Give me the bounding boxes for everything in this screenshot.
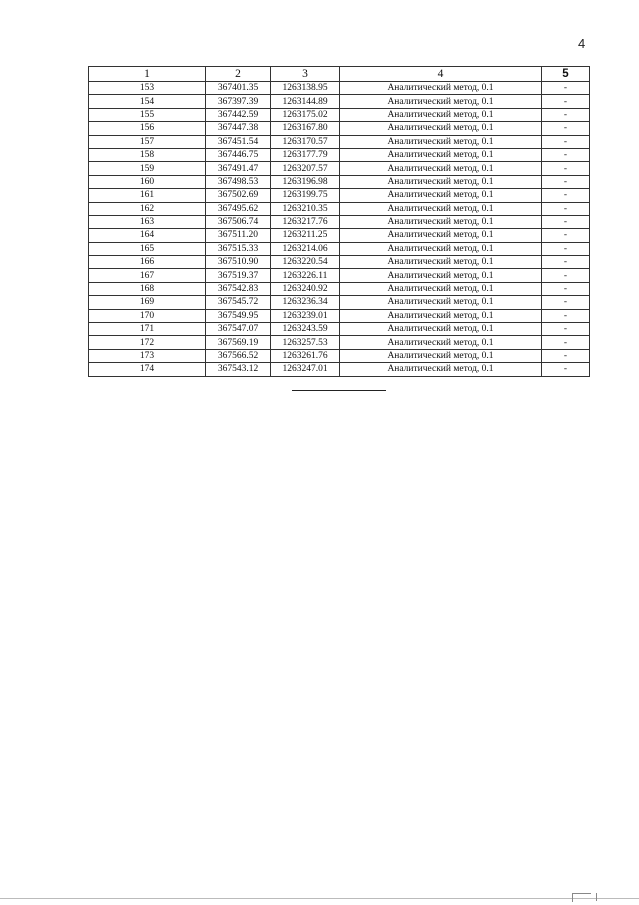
cell-x-coordinate: 367549.95 [206, 309, 271, 322]
cell-y-coordinate: 1263199.75 [271, 189, 340, 202]
cell-method: Аналитический метод, 0.1 [340, 349, 542, 362]
cell-x-coordinate: 367498.53 [206, 175, 271, 188]
cell-note: - [542, 323, 590, 336]
cell-x-coordinate: 367543.12 [206, 363, 271, 376]
cell-note: - [542, 148, 590, 161]
cell-y-coordinate: 1263167.80 [271, 122, 340, 135]
cell-point-number: 161 [89, 189, 206, 202]
cell-y-coordinate: 1263220.54 [271, 256, 340, 269]
cell-point-number: 164 [89, 229, 206, 242]
table-row [89, 296, 590, 309]
header-col-5: 5 [542, 67, 590, 82]
table-row [89, 323, 590, 336]
cell-point-number: 155 [89, 108, 206, 121]
cell-y-coordinate: 1263144.89 [271, 95, 340, 108]
cell-point-number: 170 [89, 309, 206, 322]
table-row [89, 282, 590, 295]
cell-point-number: 172 [89, 336, 206, 349]
cell-point-number: 168 [89, 282, 206, 295]
cell-x-coordinate: 367446.75 [206, 148, 271, 161]
cell-y-coordinate: 1263138.95 [271, 82, 340, 95]
cell-x-coordinate: 367510.90 [206, 256, 271, 269]
cell-point-number: 159 [89, 162, 206, 175]
table-row [89, 229, 590, 242]
cell-point-number: 158 [89, 148, 206, 161]
cell-x-coordinate: 367447.38 [206, 122, 271, 135]
table-row [89, 309, 590, 322]
cell-method: Аналитический метод, 0.1 [340, 242, 542, 255]
cell-method: Аналитический метод, 0.1 [340, 309, 542, 322]
table-row [89, 175, 590, 188]
cell-x-coordinate: 367547.07 [206, 323, 271, 336]
table-row [89, 95, 590, 108]
cell-method: Аналитический метод, 0.1 [340, 122, 542, 135]
cell-note: - [542, 282, 590, 295]
table-row [89, 189, 590, 202]
cell-method: Аналитический метод, 0.1 [340, 108, 542, 121]
table-row [89, 363, 590, 376]
cell-y-coordinate: 1263243.59 [271, 323, 340, 336]
cell-note: - [542, 269, 590, 282]
cell-x-coordinate: 367566.52 [206, 349, 271, 362]
cell-point-number: 165 [89, 242, 206, 255]
cell-note: - [542, 363, 590, 376]
cell-point-number: 173 [89, 349, 206, 362]
cell-y-coordinate: 1263257.53 [271, 336, 340, 349]
cell-y-coordinate: 1263170.57 [271, 135, 340, 148]
header-row [89, 67, 590, 82]
table-row [89, 269, 590, 282]
cell-point-number: 160 [89, 175, 206, 188]
table-row [89, 336, 590, 349]
cell-x-coordinate: 367442.59 [206, 108, 271, 121]
cell-point-number: 154 [89, 95, 206, 108]
cell-method: Аналитический метод, 0.1 [340, 229, 542, 242]
cell-y-coordinate: 1263236.34 [271, 296, 340, 309]
cell-point-number: 166 [89, 256, 206, 269]
cell-method: Аналитический метод, 0.1 [340, 269, 542, 282]
header-col-3: 3 [271, 67, 340, 82]
cell-method: Аналитический метод, 0.1 [340, 215, 542, 228]
cell-note: - [542, 336, 590, 349]
table-row [89, 122, 590, 135]
cell-note: - [542, 229, 590, 242]
cell-note: - [542, 296, 590, 309]
cell-x-coordinate: 367545.72 [206, 296, 271, 309]
cell-x-coordinate: 367397.39 [206, 95, 271, 108]
cell-method: Аналитический метод, 0.1 [340, 256, 542, 269]
cell-note: - [542, 309, 590, 322]
cell-y-coordinate: 1263239.01 [271, 309, 340, 322]
cell-method: Аналитический метод, 0.1 [340, 82, 542, 95]
cell-x-coordinate: 367569.19 [206, 336, 271, 349]
cell-method: Аналитический метод, 0.1 [340, 363, 542, 376]
cell-point-number: 153 [89, 82, 206, 95]
cell-y-coordinate: 1263211.25 [271, 229, 340, 242]
cell-note: - [542, 215, 590, 228]
cell-note: - [542, 108, 590, 121]
cell-method: Аналитический метод, 0.1 [340, 296, 542, 309]
table-header [89, 67, 590, 82]
cell-y-coordinate: 1263196.98 [271, 175, 340, 188]
table-row [89, 256, 590, 269]
cell-method: Аналитический метод, 0.1 [340, 323, 542, 336]
cell-point-number: 162 [89, 202, 206, 215]
header-col-1: 1 [89, 67, 206, 82]
cell-point-number: 169 [89, 296, 206, 309]
scan-corner-tick [596, 893, 597, 901]
cell-point-number: 157 [89, 135, 206, 148]
scan-bottom-rule [0, 898, 639, 899]
cell-method: Аналитический метод, 0.1 [340, 135, 542, 148]
cell-note: - [542, 162, 590, 175]
table-body [89, 82, 590, 377]
cell-point-number: 171 [89, 323, 206, 336]
table-row [89, 82, 590, 95]
cell-note: - [542, 256, 590, 269]
cell-y-coordinate: 1263226.11 [271, 269, 340, 282]
end-of-document-line [292, 390, 386, 391]
cell-method: Аналитический метод, 0.1 [340, 148, 542, 161]
cell-x-coordinate: 367519.37 [206, 269, 271, 282]
cell-method: Аналитический метод, 0.1 [340, 175, 542, 188]
cell-y-coordinate: 1263214.06 [271, 242, 340, 255]
cell-x-coordinate: 367542.83 [206, 282, 271, 295]
cell-y-coordinate: 1263175.02 [271, 108, 340, 121]
table-row [89, 148, 590, 161]
table-row [89, 162, 590, 175]
cell-note: - [542, 349, 590, 362]
cell-y-coordinate: 1263247.01 [271, 363, 340, 376]
cell-note: - [542, 82, 590, 95]
cell-point-number: 174 [89, 363, 206, 376]
cell-y-coordinate: 1263177.79 [271, 148, 340, 161]
cell-point-number: 156 [89, 122, 206, 135]
cell-point-number: 163 [89, 215, 206, 228]
page-number: 4 [578, 36, 586, 51]
cell-x-coordinate: 367495.62 [206, 202, 271, 215]
table-row [89, 215, 590, 228]
scan-corner-mark [572, 893, 591, 902]
cell-note: - [542, 189, 590, 202]
cell-note: - [542, 122, 590, 135]
cell-method: Аналитический метод, 0.1 [340, 95, 542, 108]
cell-y-coordinate: 1263217.76 [271, 215, 340, 228]
cell-method: Аналитический метод, 0.1 [340, 282, 542, 295]
cell-note: - [542, 242, 590, 255]
cell-point-number: 167 [89, 269, 206, 282]
cell-y-coordinate: 1263240.92 [271, 282, 340, 295]
cell-x-coordinate: 367506.74 [206, 215, 271, 228]
cell-x-coordinate: 367401.35 [206, 82, 271, 95]
coordinates-table [88, 66, 590, 377]
cell-x-coordinate: 367511.20 [206, 229, 271, 242]
cell-note: - [542, 175, 590, 188]
cell-y-coordinate: 1263210.35 [271, 202, 340, 215]
cell-y-coordinate: 1263207.57 [271, 162, 340, 175]
header-col-4: 4 [340, 67, 542, 82]
cell-note: - [542, 135, 590, 148]
cell-note: - [542, 202, 590, 215]
table-row [89, 202, 590, 215]
cell-x-coordinate: 367451.54 [206, 135, 271, 148]
cell-method: Аналитический метод, 0.1 [340, 162, 542, 175]
table-row [89, 135, 590, 148]
header-col-2: 2 [206, 67, 271, 82]
cell-method: Аналитический метод, 0.1 [340, 336, 542, 349]
table-row [89, 108, 590, 121]
cell-note: - [542, 95, 590, 108]
cell-method: Аналитический метод, 0.1 [340, 202, 542, 215]
cell-y-coordinate: 1263261.76 [271, 349, 340, 362]
cell-x-coordinate: 367515.33 [206, 242, 271, 255]
table-row [89, 349, 590, 362]
table-row [89, 242, 590, 255]
cell-x-coordinate: 367491.47 [206, 162, 271, 175]
cell-x-coordinate: 367502.69 [206, 189, 271, 202]
cell-method: Аналитический метод, 0.1 [340, 189, 542, 202]
